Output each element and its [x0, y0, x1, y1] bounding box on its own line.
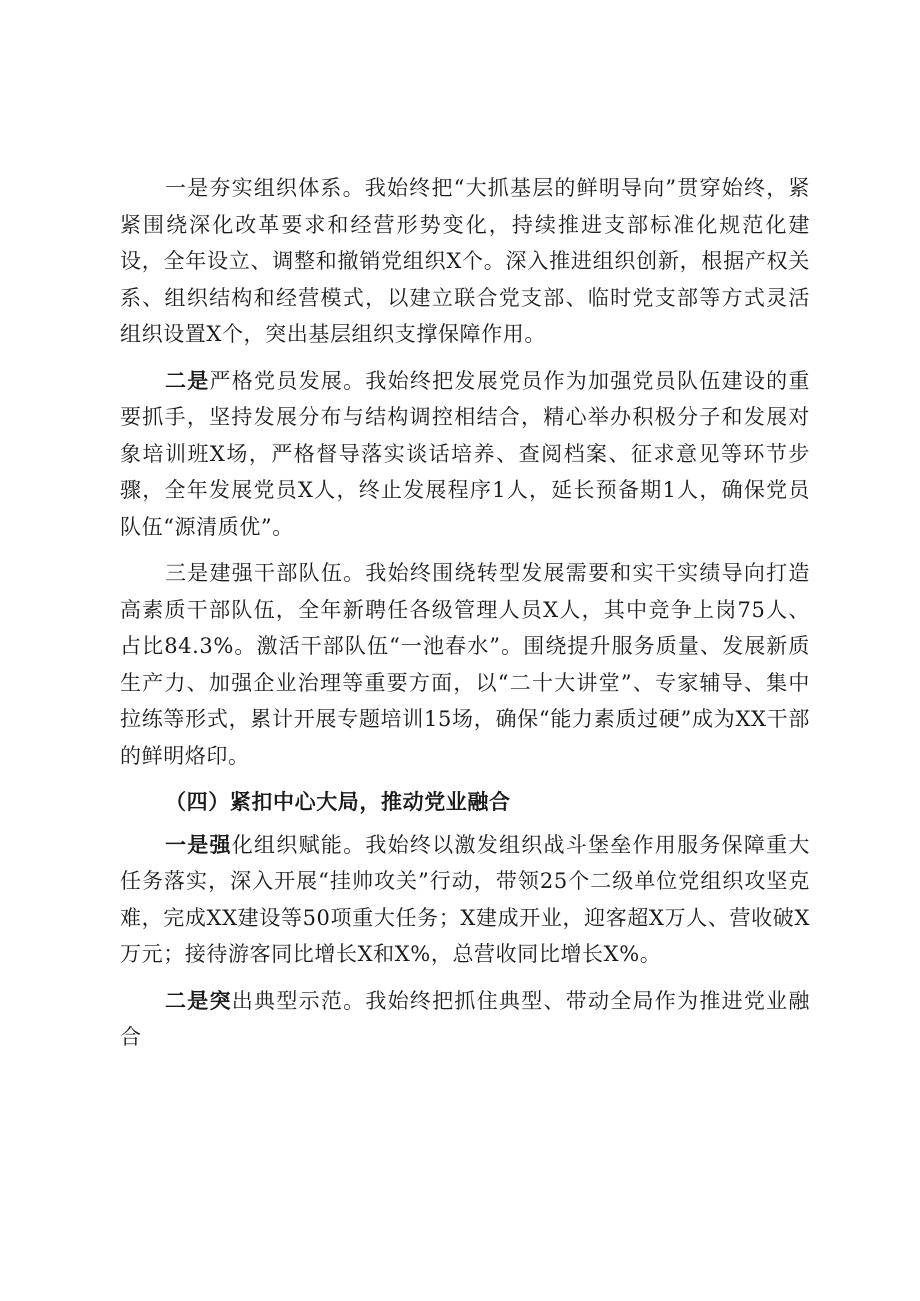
paragraph-member-development [120, 363, 810, 546]
paragraph-text: 我始终把“大抓基层的鲜明导向”贯穿始终，紧紧围绕深化改革要求和经营形势变化，持续推进支部标准化规范化建设，全年设立、调整和撤销党组织X个。深入推进组织创新，根据产权关系、组织结构和经营模式，以建立联合党支部、临时党支部等方式灵活组织设置X个，突出基层组织支撑保障作用。 [120, 176, 810, 346]
document-body [120, 170, 810, 1056]
paragraph-lead: 一是强 [165, 831, 232, 857]
paragraph-lead: 三是建强干部队伍。 [165, 561, 366, 585]
paragraph-text: 出典型示范。我始终把抓住典型、带动全局作为推进党业融合 [120, 988, 810, 1049]
paragraph-cadre-team [120, 555, 810, 774]
section-heading: （四）紧扣中心大局，推动党业融合 [165, 789, 511, 814]
paragraph-typical-demonstration [120, 983, 810, 1056]
paragraph-lead: 二是 [165, 367, 210, 393]
paragraph-text: 化组织赋能。我始终以激发组织战斗堡垒作用服务保障重大任务落实，深入开展“挂帅攻关”行动，带领25个二级单位党组织攻坚克难，完成XX建设等50项重大任务；X建成开业，迎客超X万人、营收破X万元；接待游客同比增长X和X%，总营收同比增长X%。 [120, 832, 810, 966]
paragraph-text: 严格党员发展。我始终把发展党员作为加强党员队伍建设的重要抓手，坚持发展分布与结构调控相结合，精心举办积极分子和发展对象培训班X场，严格督导落实谈话培养、查阅档案、征求意见等环节步骤，全年发展党员X人，终止发展程序1人，延长预备期1人，确保党员队伍“源清质优”。 [120, 368, 810, 539]
paragraph-organization-empowerment [120, 827, 810, 973]
paragraph-lead: 二是突 [165, 987, 232, 1013]
paragraph-lead: 一是夯实组织体系。 [165, 176, 365, 200]
paragraph-text: 我始终围绕转型发展需要和实干实绩导向打造高素质干部队伍，全年新聘任各级管理人员X人，其中竞争上岗75人、占比84.3%。激活干部队伍“一池春水”。围绕提升服务质量、发展新质生产力、加强企业治理等重要方面，以“二十大讲堂”、专家辅导、集中拉练等形式，累计开展专题培训15场，确保“能力素质过硬”成为XX干部的鲜明烙印。 [120, 561, 811, 768]
paragraph-organization-system [120, 170, 810, 353]
